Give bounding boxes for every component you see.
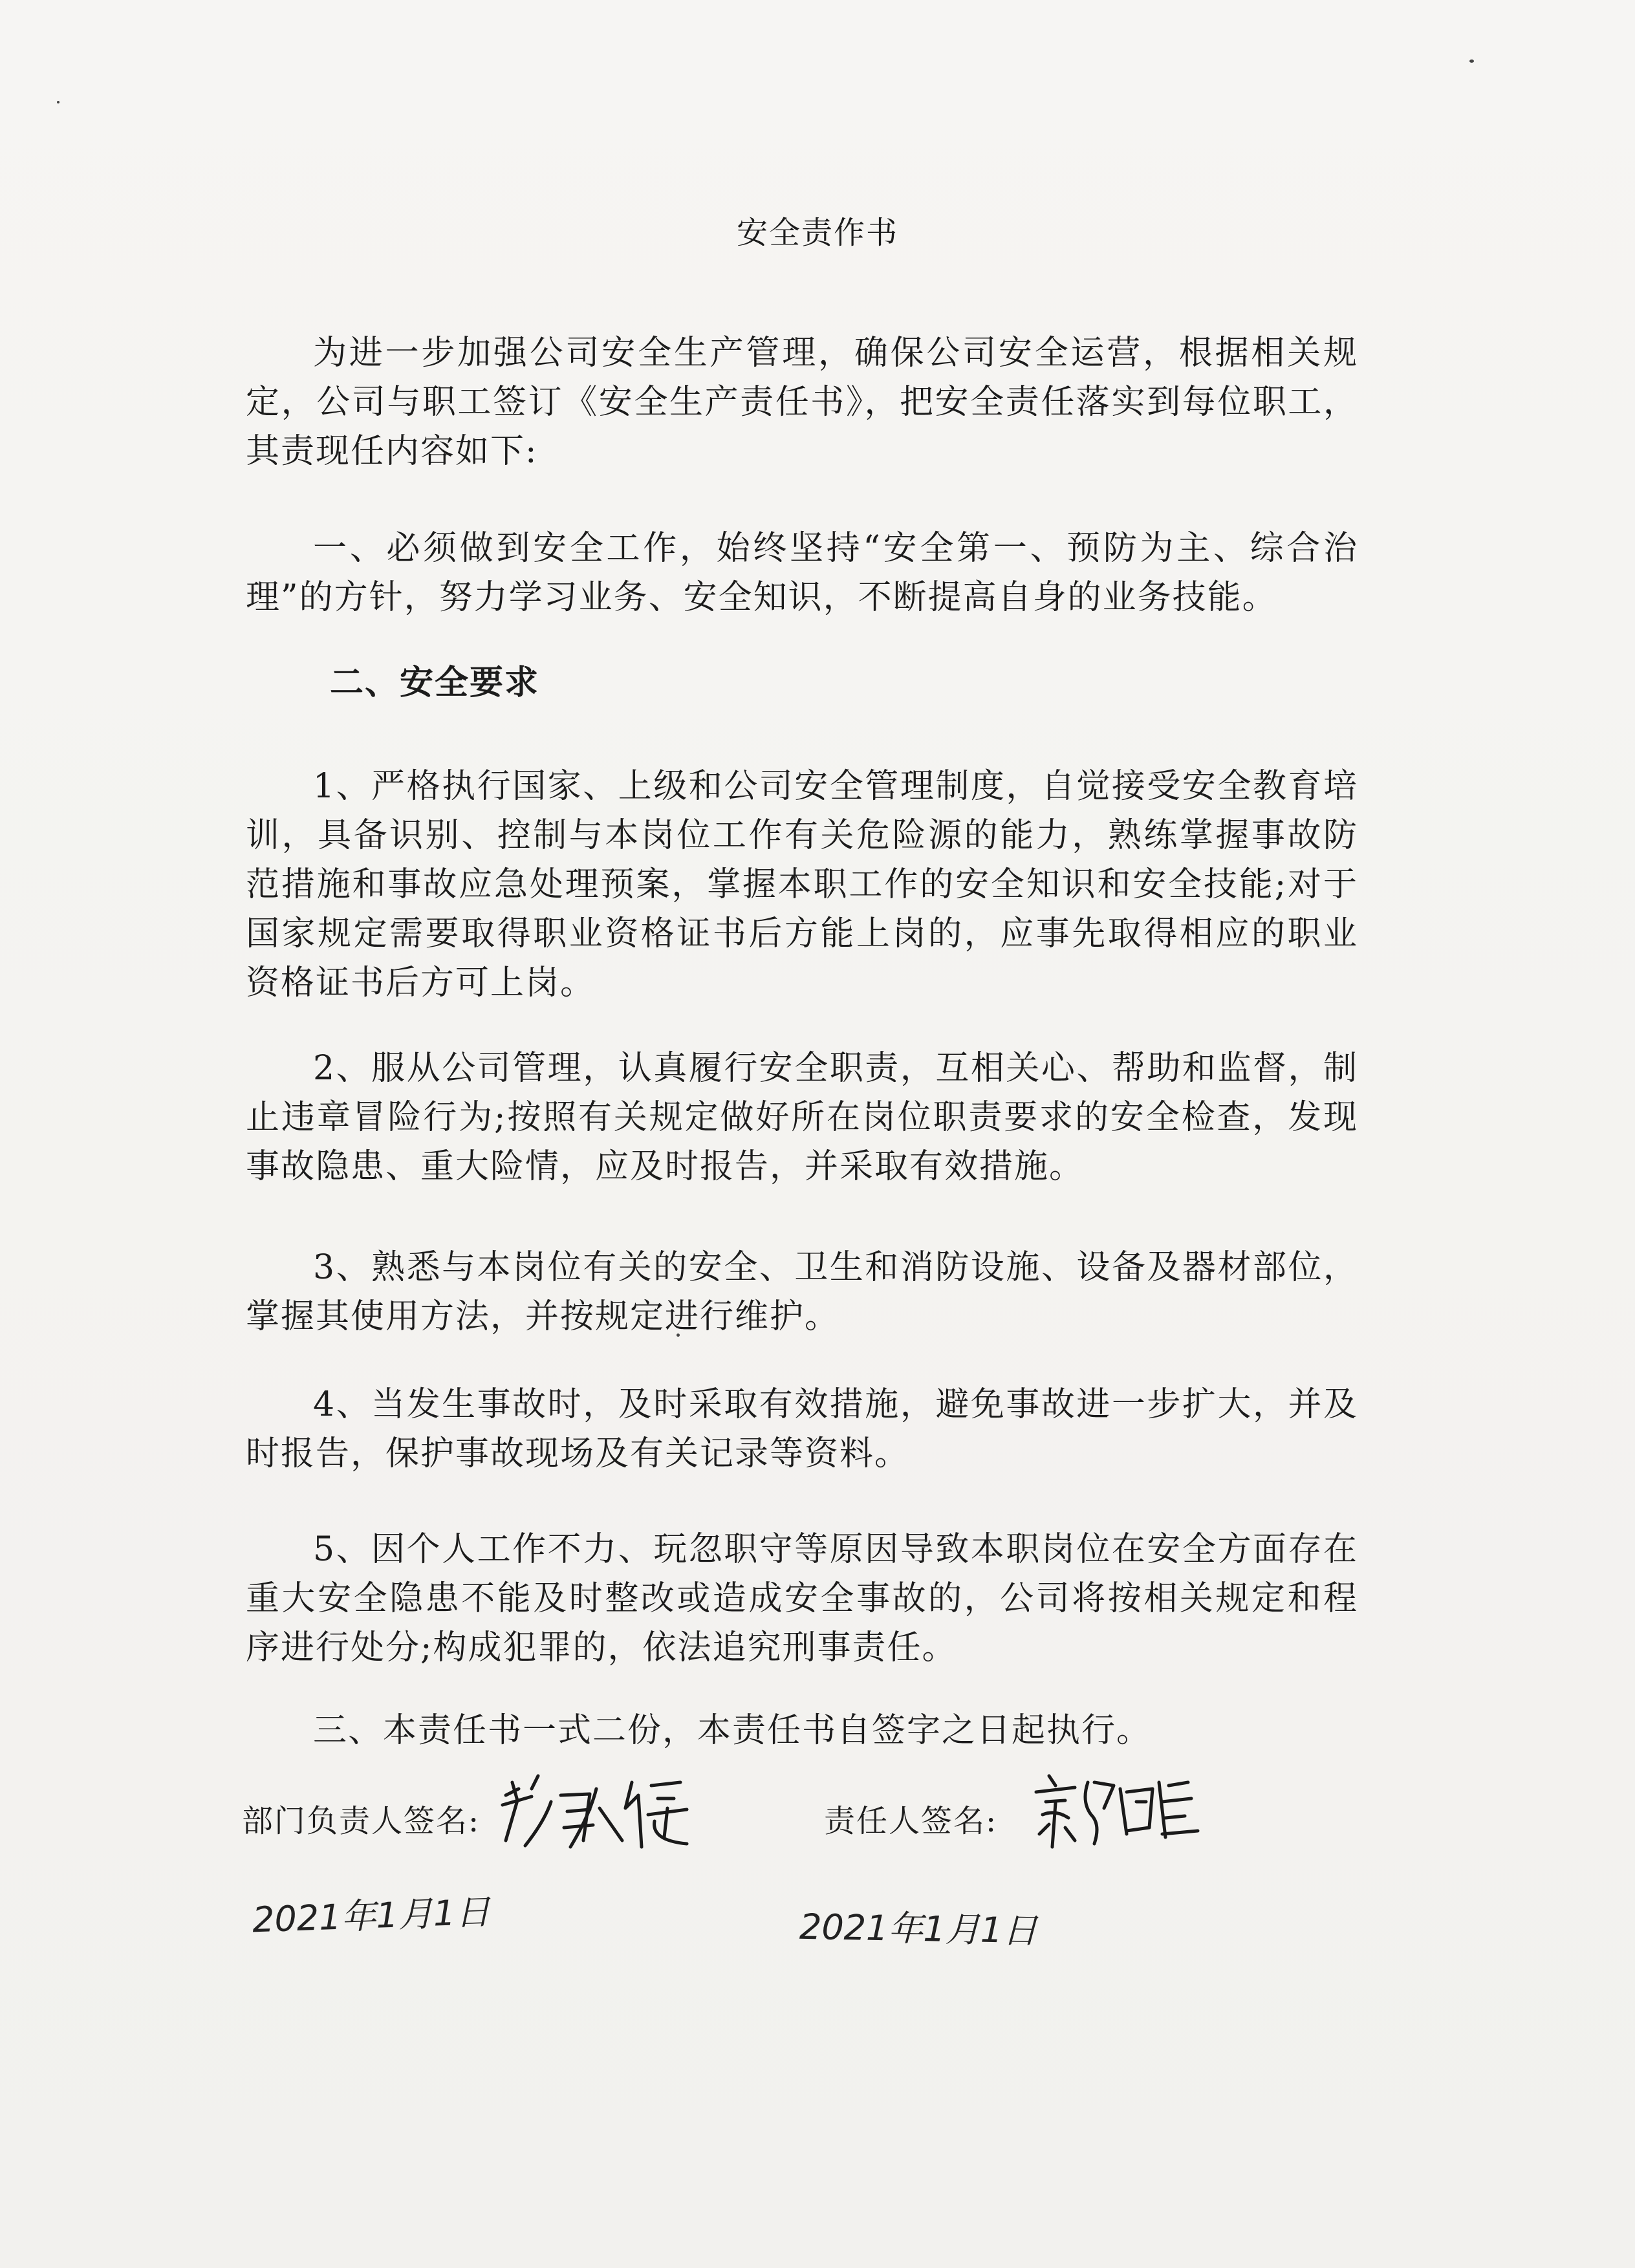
responsible-person-signature [1030, 1763, 1211, 1853]
section-2-heading: 二、安全要求 [330, 663, 540, 702]
requirement-item-1: 1、严格执行国家、上级和公司安全管理制度，自觉接受安全教育培训，具备识别、控制与本岗位工作有关危险源的能力，熟练掌握事故防范措施和事故应急处理预案，掌握本职工作的安全知识和安全技能;对于国家规定需要取得职业资格证书后方能上岗的，应事先取得相应的职业资格证书后方可上岗。 [246, 767, 1358, 1002]
dept-head-signature-label: 部门负责人签名: [242, 1803, 481, 1839]
requirement-item-2: 2、服从公司管理，认真履行安全职责，互相关心、帮助和监督，制止违章冒险行为;按照有关规定做好所在岗位职责要求的安全检查，发现事故隐患、重大险情，应及时报告，并采取有效措施。 [246, 1049, 1358, 1186]
requirement-item-4: 4、当发生事故时，及时采取有效措施，避免事故进一步扩大，并及时报告，保护事故现场及有关记录等资料。 [246, 1385, 1358, 1473]
dept-head-sign-date: 2021年1月1日 [251, 1891, 492, 1941]
section-1-paragraph: 一、必须做到安全工作，始终坚持“安全第一、预防为主、综合治理”的方针，努力学习业务、安全知识，不断提高自身的业务技能。 [246, 529, 1358, 617]
scan-speck [1469, 59, 1474, 63]
dept-head-signature [493, 1769, 700, 1853]
document-title: 安全责作书 [736, 215, 898, 251]
responsible-person-sign-date: 2021年1月1日 [799, 1906, 1038, 1952]
section-3-paragraph: 三、本责任书一式二份，本责任书自签字之日起执行。 [313, 1711, 1152, 1750]
requirement-item-5: 5、因个人工作不力、玩忽职守等原因导致本职岗位在安全方面存在重大安全隐患不能及时整改或造成安全事故的，公司将按相关规定和程序进行处分;构成犯罪的，依法追究刑事责任。 [246, 1530, 1358, 1667]
scan-speck [57, 101, 60, 103]
intro-paragraph: 为进一步加强公司安全生产管理，确保公司安全运营，根据相关规定，公司与职工签订《安全生产责任书》，把安全责任落实到每位职工，其责现任内容如下: [246, 334, 1358, 471]
responsible-person-signature-label: 责任人签名: [824, 1803, 998, 1839]
requirement-item-3: 3、熟悉与本岗位有关的安全、卫生和消防设施、设备及器材部位，掌握其使用方法，并按规定进行维护。 [246, 1248, 1358, 1336]
